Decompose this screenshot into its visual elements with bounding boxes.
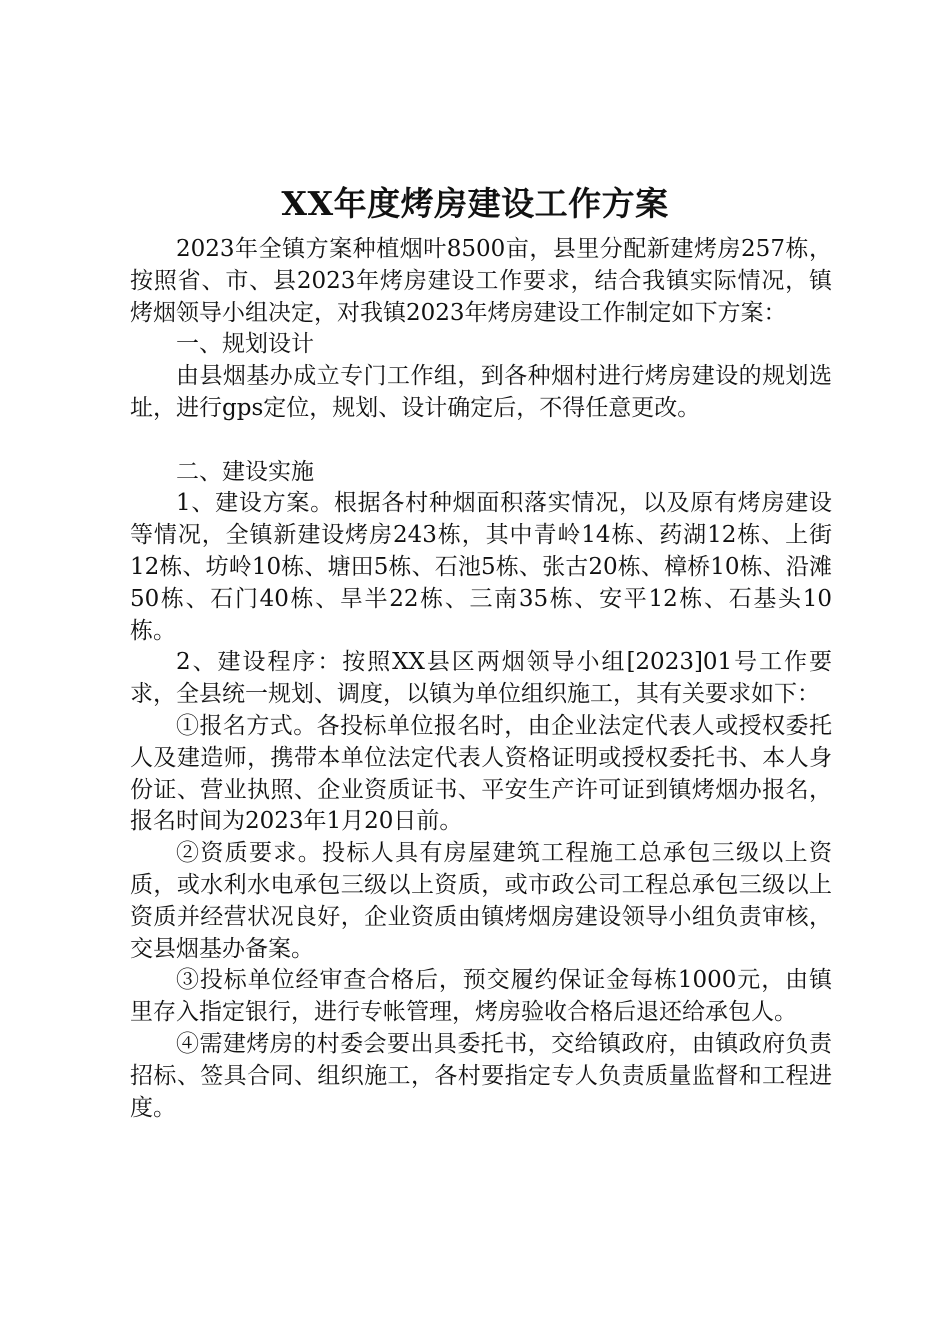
deposit-item: ③投标单位经审查合格后，预交履约保证金每栋1000元，由镇里存入指定银行，进行专帐管理，烤房验收合格后退还给承包人。	[130, 967, 832, 1026]
qualification-item: ②资质要求。投标人具有房屋建筑工程施工总承包三级以上资质，或水利水电承包三级以上资质，或市政公司工程总承包三级以上资质并经营状况良好，企业资质由镇烤烟房建设领导小组负责审核，交县烟基办备案。	[130, 840, 832, 962]
construction-procedure-paragraph: 2、建设程序：按照XX县区两烟领导小组[2023]01号工作要求，全县统一规划、调度，以镇为单位组织施工，其有关要求如下：	[130, 649, 832, 708]
document-title: XX年度烤房建设工作方案	[281, 184, 669, 223]
construction-plan-paragraph: 1、建设方案。根据各村种烟面积落实情况，以及原有烤房建设等情况，全镇新建设烤房243栋，其中青岭14栋、药湖12栋、上街12栋、坊岭10栋、塘田5栋、石池5栋、张古20栋、樟桥10栋、沿滩50栋、石门40栋、旱半22栋、三南35栋、安平12栋、石基头10栋。	[130, 490, 832, 644]
planning-paragraph: 由县烟基办成立专门工作组，到各种烟村进行烤房建设的规划选址，进行gps定位，规划、设计确定后，不得任意更改。	[130, 363, 832, 421]
blank-line	[130, 425, 832, 457]
section-heading-planning: 一、规划设计	[176, 331, 314, 358]
intro-paragraph: 2023年全镇方案种植烟叶8500亩，县里分配新建烤房257栋，按照省、市、县2023年烤房建设工作要求，结合我镇实际情况，镇烤烟领导小组决定，对我镇2023年烤房建设工作制定如下方案：	[130, 236, 832, 326]
document-body	[130, 234, 832, 1124]
registration-item: ①报名方式。各投标单位报名时，由企业法定代表人或授权委托人及建造师，携带本单位法定代表人资格证明或授权委托书、本人身份证、营业执照、企业资质证书、平安生产许可证到镇烤烟办报名，报名时间为2023年1月20日前。	[130, 712, 832, 835]
section-heading-construction: 二、建设实施	[176, 458, 314, 485]
commission-item: ④需建烤房的村委会要出具委托书，交给镇政府，由镇政府负责招标、签具合同、组织施工，各村要指定专人负责质量监督和工程进度。	[130, 1030, 832, 1121]
